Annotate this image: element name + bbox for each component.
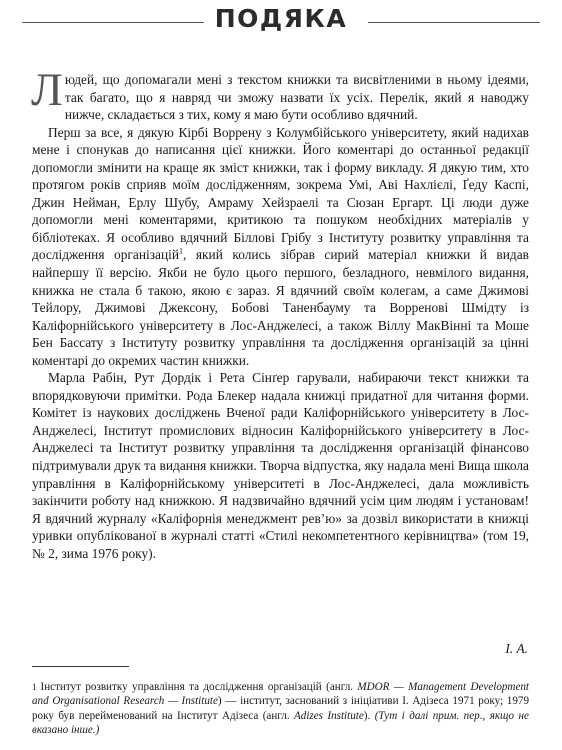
footnote-text-c: ) — інститут, заснований з ініціативи І. Адізеса 1971 року; 1979 року був перейменований на Інститут Адізеса (англ. — [32, 695, 529, 722]
footnote-text-d: Adizes Institute — [294, 709, 364, 722]
paragraph-3: Марла Рабін, Рут Дордік і Рета Сінґер гарували, набираючи текст книжки та впорядковуючи примітки. Рода Блекер надала книжці придатної для читання форми. Комітет із наукових досліджень Вченої ради Каліфорнійського університету в Лос-Анджелесі, Інститут промислових відносин Каліфорнійського університету в Лос-Анджелесі та Інститут розвитку управління та дослідження організацій фінансово підтримували друк та видання книжки. Творча відпустка, яку надала мені Вища школа управління в Каліфорнійському університеті в Лос-Анджелесі, дала можливість закінчити роботу над книжкою. Я надзвичайно вдячний усім цим людям і установам! Я вдячний журналу «Каліфорнія менеджмент рев’ю» за дозвіл використати в книжці уривки опублікованої в журналі статті «Стилі некомпетентного керівництва» (том 19, № 2, зима 1976 року). — [32, 370, 529, 561]
drop-cap: Л — [31, 64, 63, 116]
footnote-ref[interactable]: 1 — [179, 247, 184, 256]
signature: І. А. — [505, 641, 528, 656]
page-title: ПОДЯКА — [214, 4, 348, 33]
footnote-text-f: (Тут і далі прим. пер., якщо не вказано інше.) — [32, 709, 529, 736]
footnote-text-e: ). — [363, 709, 375, 722]
body-text — [31, 64, 529, 562]
paragraph-2-text-b: , який колись зібрав сирий матеріал книжки й видав найпершу її версію. Якби не було цього першого, безладного, невмілого видання, книжка не стала б такою, якою є зараз. Я вдячний своїм колегам, а саме Джимові Тейлору, Джимові Джексону, Бобові Таненбауму та Ворренові Шмідту із Каліфорнійського університету в Лос-Анджелесі, а також Віллу МакВінні та Моше Бен Бассату з Інституту розвитку управління та дослідження організацій за цінні коментарі до окремих частин книжки. — [32, 247, 529, 368]
paragraph-1 — [31, 64, 529, 124]
paragraph-2 — [32, 124, 529, 370]
paragraph-1-text: юдей, що допомагали мені з текстом книжки та висвітленими в ньому ідеями, так багато, що я навряд чи зможу назвати їх усіх. Перелік, який я наводжу нижче, складається з тих, кому я маю бути особливо вдячний. — [64, 72, 529, 123]
footnote — [32, 680, 529, 737]
footnote-divider — [32, 666, 129, 667]
paragraph-2-text-a: Перш за все, я дякую Кірбі Воррену з Колумбійського університету, який надихав мене і спонукав до написання цієї книжки. Його коментарі до останньої редакції допомогли змінити на краще як зміст книжки, так і форму викладу. Я дякую тим, хто протягом років сприяв моїм дослідженням, зокрема Умі, Аві Нахлієлі, Ґеду Каспі, Джин Нейман, Ерлу Шубу, Амраму Хейзраелі та Сюзан Ергарт. Ці люди дуже допомогли мені коментарями, критикою та пошуком необхідних матеріалів у бібліотеках. Я особливо вдячний Біллові Грібу з Інституту розвитку управління та дослідження організацій — [32, 124, 529, 263]
footnote-mark: 1 — [32, 682, 37, 692]
footnote-text-b: MDOR — Management Development and Organisational Research — Institute — [32, 681, 530, 708]
footnote-text-a: Інститут розвитку управління та дослідження організацій (англ. — [40, 681, 358, 693]
